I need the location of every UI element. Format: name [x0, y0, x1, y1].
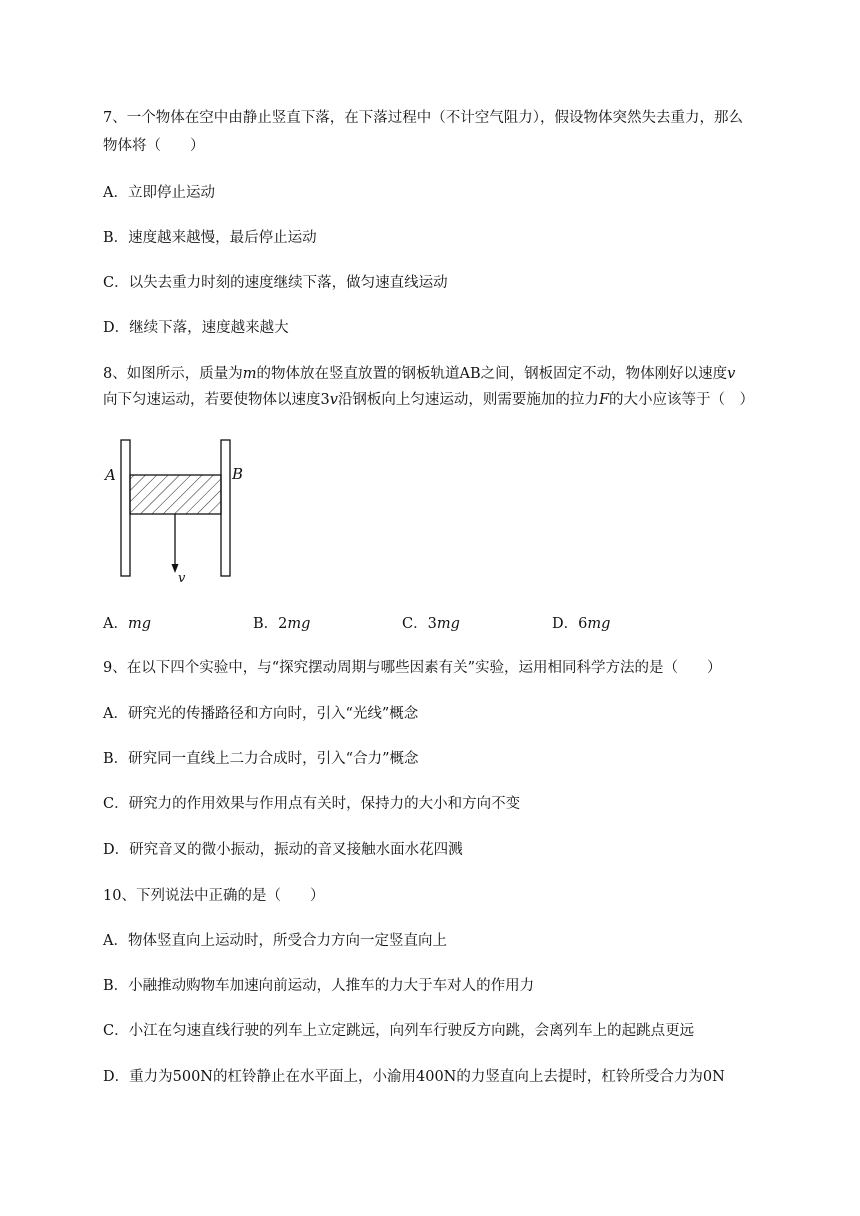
q8-var-v: v: [727, 366, 736, 382]
label-v: v: [178, 571, 186, 586]
q8-stem-text: 沿钢板向上匀速运动，则需要施加的拉力: [337, 392, 599, 408]
q8-option-a: [103, 614, 151, 634]
option-coef: 2: [278, 616, 288, 632]
q8-stem-text: 的物体放在竖直放置的钢板轨道AB之间，钢板固定不动，物体刚好以速度: [256, 366, 728, 382]
option-unit: mg: [587, 616, 611, 632]
option-unit: mg: [436, 616, 460, 632]
option-unit: mg: [127, 616, 152, 632]
q7-option-b: B．速度越来越慢，最后停止运动: [103, 230, 317, 246]
option-letter: B．: [253, 616, 279, 632]
option-coef: 3: [427, 616, 437, 632]
q7-stem-line1: 7、一个物体在空中由静止竖直下落，在下落过程中（不计空气阻力），假设物体突然失去重力，那么: [103, 110, 743, 126]
option-coef: 6: [578, 616, 588, 632]
q8-option-b: [253, 614, 310, 634]
q10-option-c: C．小江在匀速直线行驶的列车上立定跳远，向列车行驶反方向跳，会离列车上的起跳点更远: [103, 1023, 695, 1039]
q9-option-d: D．研究音叉的微小振动，振动的音叉接触水面水花四溅: [103, 842, 463, 858]
steel-plate-b: [221, 440, 230, 576]
q7-option-a: A．立即停止运动: [103, 185, 215, 201]
q9-stem: 9、在以下四个实验中，与“探究摆动周期与哪些因素有关”实验，运用相同科学方法的是（ ）: [103, 660, 722, 676]
option-letter: A．: [103, 616, 128, 632]
q8-stem-text: 向下匀速运动，若要使物体以速度3: [103, 392, 330, 408]
q8-figure: [103, 438, 253, 588]
q10-option-b: B．小融推动购物车加速向前运动，人推车的力大于车对人的作用力: [103, 978, 535, 994]
q8-stem-line2: [103, 390, 754, 410]
q9-option-a: A．研究光的传播路径和方向时，引入“光线”概念: [103, 706, 419, 722]
q8-option-c: [402, 614, 460, 634]
option-letter: D．: [552, 616, 579, 632]
q10-option-d: D．重力为500N的杠铃静止在水平面上，小渝用400N的力竖直向上去提时，杠铃所受合力为0N: [103, 1069, 725, 1085]
q10-stem: 10、下列说法中正确的是（ ）: [103, 888, 325, 904]
q8-var-m: m: [242, 366, 257, 382]
q9-option-b: B．研究同一直线上二力合成时，引入“合力”概念: [103, 751, 419, 767]
q7-option-c: C．以失去重力时刻的速度继续下落，做匀速直线运动: [103, 275, 448, 291]
option-unit: mg: [287, 616, 311, 632]
q8-stem-line1: [103, 364, 735, 384]
label-b: B: [232, 465, 244, 483]
block-object: [130, 475, 221, 514]
q8-var-f: F: [598, 392, 609, 408]
q7-stem-line2: 物体将（ ）: [103, 138, 205, 154]
q8-stem-text: 8、如图所示，质量为: [103, 366, 243, 382]
q8-option-d: [552, 614, 610, 634]
q10-option-a: A．物体竖直向上运动时，所受合力方向一定竖直向上: [103, 933, 447, 949]
option-letter: C．: [402, 616, 428, 632]
q7-option-d: D．继续下落，速度越来越大: [103, 320, 289, 336]
steel-plate-a: [121, 440, 130, 576]
q8-var-v: v: [329, 392, 338, 408]
q8-stem-text: 的大小应该等于（ ）: [609, 392, 754, 408]
q9-option-c: C．研究力的作用效果与作用点有关时，保持力的大小和方向不变: [103, 796, 521, 812]
label-a: A: [105, 466, 116, 484]
